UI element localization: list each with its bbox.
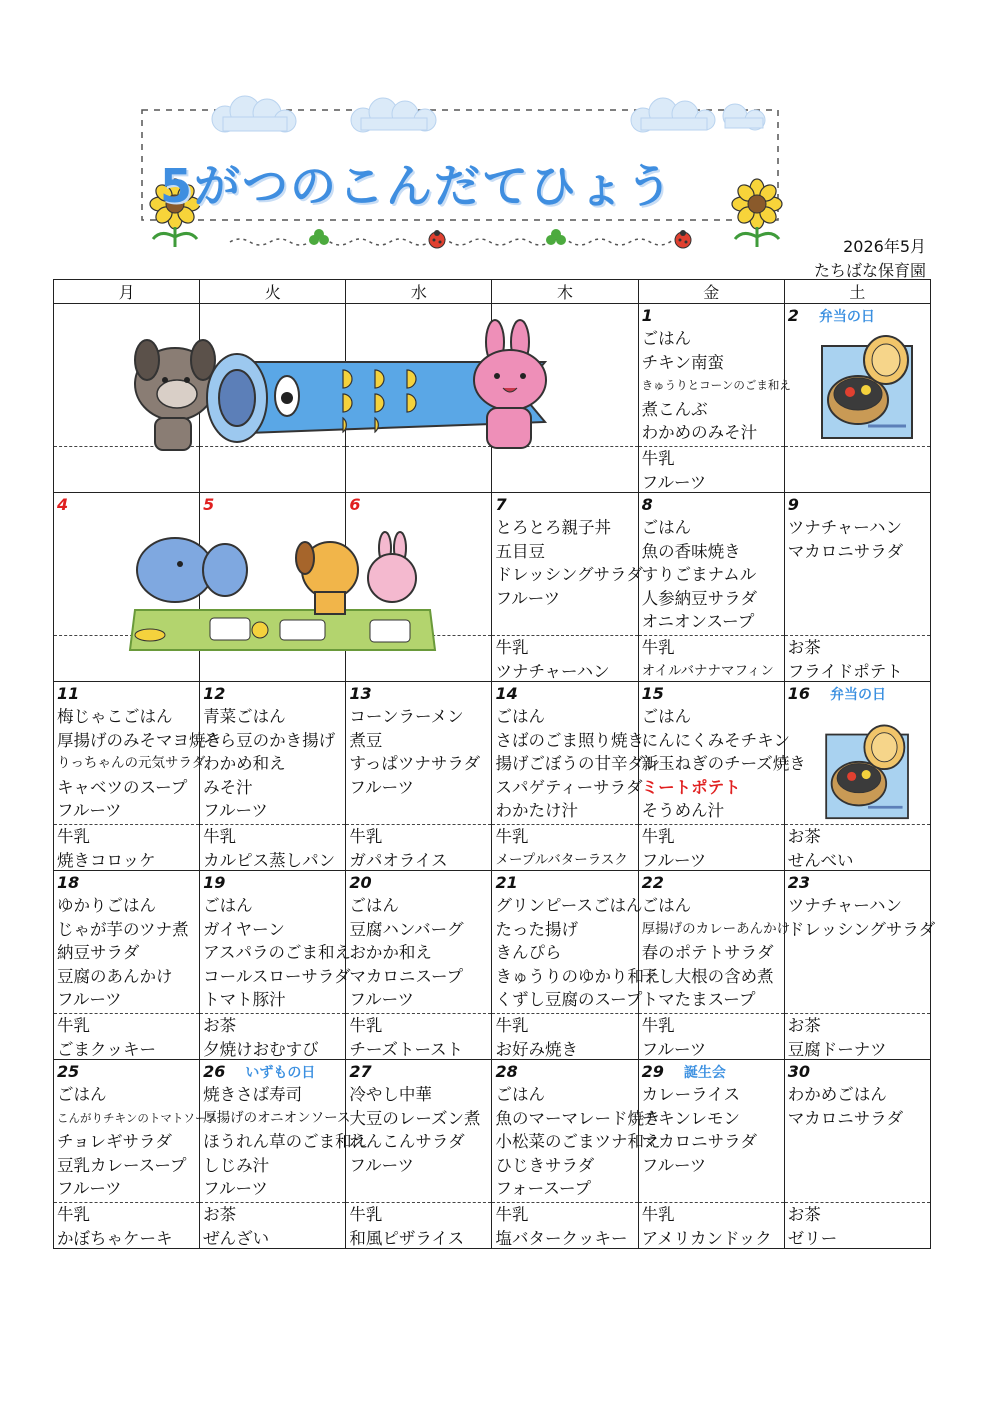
day-cell bbox=[638, 871, 791, 1060]
menu-item: カレーライス bbox=[641, 1085, 740, 1104]
lunch-menu bbox=[639, 1060, 784, 1202]
snack-menu bbox=[346, 1013, 491, 1059]
snack-item: 牛乳 bbox=[495, 1205, 529, 1224]
day-number-text: 26 bbox=[203, 1062, 226, 1081]
menu-item: くずし豆腐のスープ bbox=[495, 990, 643, 1009]
day-number bbox=[349, 494, 488, 516]
menu-item: きんぴら bbox=[495, 943, 562, 962]
snack-menu bbox=[200, 1013, 345, 1059]
day-number bbox=[57, 683, 196, 705]
snack-menu bbox=[639, 824, 784, 870]
day-number bbox=[788, 683, 927, 705]
menu-item: 大豆のレーズン煮 bbox=[349, 1108, 481, 1128]
menu-item: ドレッシングサラダ bbox=[495, 565, 643, 584]
page-title: 5がつのこんだてひょう bbox=[160, 159, 675, 213]
snack-item: 牛乳 bbox=[641, 1205, 675, 1224]
day-number-text: 28 bbox=[495, 1062, 518, 1081]
menu-item: おかか和え bbox=[349, 943, 432, 962]
menu-item: りっちゃんの元気サラダ bbox=[57, 755, 206, 771]
day-number-text: 7 bbox=[495, 495, 507, 514]
snack-item: 牛乳 bbox=[349, 1016, 383, 1035]
day-number bbox=[349, 1061, 488, 1083]
menu-item: 魚の香味焼き bbox=[641, 541, 741, 561]
snack-menu bbox=[639, 635, 784, 681]
menu-item: ほうれん草のごま和え bbox=[203, 1132, 369, 1151]
menu-item: 厚揚げのみそマヨ焼き bbox=[57, 730, 222, 750]
menu-item: 春のポテトサラダ bbox=[641, 943, 774, 962]
snack-menu bbox=[492, 1202, 637, 1248]
snack-menu bbox=[785, 1202, 930, 1248]
cloud-icon bbox=[205, 95, 305, 135]
day-number bbox=[203, 872, 342, 894]
menu-item: オニオンスープ bbox=[641, 612, 755, 631]
day-cell bbox=[54, 871, 200, 1060]
snack-item: せんべい bbox=[787, 850, 854, 870]
day-number-text: 25 bbox=[57, 1062, 80, 1081]
snack-item: お茶 bbox=[787, 1016, 821, 1035]
menu-item: とろとろ親子丼 bbox=[495, 518, 611, 537]
day-cell bbox=[638, 1060, 784, 1249]
snack-item: 牛乳 bbox=[641, 449, 675, 468]
bento-box-icon bbox=[818, 720, 918, 820]
menu-item: チキン南蛮 bbox=[641, 352, 724, 372]
menu-item: 新玉ねぎのチーズ焼き bbox=[641, 754, 806, 773]
day-number-text: 5 bbox=[203, 495, 215, 514]
snack-item: お茶 bbox=[787, 638, 821, 657]
menu-item: マカロニサラダ bbox=[787, 541, 904, 561]
menu-item: ごはん bbox=[495, 707, 545, 726]
day-number bbox=[788, 1061, 927, 1083]
snack-item: お茶 bbox=[787, 1205, 821, 1224]
day-number-text: 15 bbox=[641, 684, 664, 703]
snack-menu bbox=[492, 824, 637, 870]
snack-item: 牛乳 bbox=[349, 827, 383, 846]
day-cell bbox=[784, 493, 930, 682]
day-number bbox=[57, 1061, 196, 1083]
snack-item: 牛乳 bbox=[641, 638, 675, 657]
menu-item: 冷やし中華 bbox=[349, 1085, 432, 1104]
snack-item: 牛乳 bbox=[57, 827, 90, 846]
day-number bbox=[203, 494, 342, 516]
weekday-mon: 月 bbox=[54, 280, 200, 304]
day-number bbox=[788, 494, 927, 516]
snack-item: 牛乳 bbox=[57, 1016, 90, 1035]
day-cell bbox=[638, 493, 784, 682]
lunch-menu bbox=[639, 304, 791, 446]
lunch-menu bbox=[54, 871, 199, 1013]
snack-item: ぜんざい bbox=[203, 1228, 270, 1248]
menu-item: ごはん bbox=[641, 896, 692, 915]
snack-menu bbox=[639, 1013, 784, 1059]
snack-menu bbox=[346, 1202, 491, 1248]
day-cell bbox=[200, 871, 351, 1060]
menu-item: 揚げごぼうの甘辛ダレ bbox=[495, 754, 661, 773]
menu-item: ゆかりごはん bbox=[57, 896, 156, 915]
menu-item: 納豆サラダ bbox=[57, 943, 140, 962]
snack-menu bbox=[54, 1202, 199, 1248]
menu-item: ツナチャーハン bbox=[787, 518, 902, 537]
weekday-sat: 土 bbox=[784, 280, 930, 304]
weekday-tue: 火 bbox=[200, 280, 346, 304]
snack-item: オイルバナナマフィン bbox=[641, 662, 774, 679]
snack-menu bbox=[346, 824, 491, 870]
week-row bbox=[54, 1060, 931, 1249]
weekday-wed: 水 bbox=[346, 280, 492, 304]
snack-item: メープルバターラスク bbox=[495, 851, 628, 868]
snack-item: 牛乳 bbox=[495, 827, 529, 846]
menu-item: ガイヤーン bbox=[203, 919, 285, 939]
snack-item: ごまクッキー bbox=[57, 1039, 156, 1059]
day-number-text: 19 bbox=[203, 873, 226, 892]
day-number-text: 18 bbox=[57, 873, 80, 892]
menu-item: フルーツ bbox=[349, 1155, 414, 1175]
menu-item: わかたけ汁 bbox=[495, 801, 578, 820]
weekday-header-row bbox=[54, 280, 931, 304]
menu-item: ひじきサラダ bbox=[495, 1155, 595, 1175]
menu-item: コーンラーメン bbox=[349, 707, 464, 726]
snack-item: お茶 bbox=[203, 1016, 237, 1035]
snack-item: 豆腐ドーナツ bbox=[787, 1039, 887, 1059]
menu-item: 厚揚げのカレーあんかけ bbox=[641, 920, 791, 937]
lunch-menu bbox=[785, 1060, 930, 1202]
day-number bbox=[203, 1061, 342, 1083]
day-number-text: 11 bbox=[57, 684, 80, 703]
day-number bbox=[642, 305, 781, 327]
menu-item: きゅうりのゆかり和え bbox=[495, 966, 661, 986]
day-number-text: 4 bbox=[57, 495, 69, 514]
menu-item: ごはん bbox=[57, 1085, 107, 1104]
menu-item: ミートポテト bbox=[641, 777, 741, 797]
day-number bbox=[788, 872, 927, 894]
lunch-menu bbox=[346, 1060, 491, 1202]
menu-item: スパゲティーサラダ bbox=[495, 777, 643, 797]
menu-item: 魚のマーマレード焼き bbox=[495, 1108, 661, 1128]
menu-date: 2026年5月 bbox=[843, 237, 926, 256]
lunch-menu bbox=[346, 682, 491, 824]
ladybug-icon bbox=[426, 229, 448, 249]
weekday-thu: 木 bbox=[492, 280, 638, 304]
menu-item: フルーツ bbox=[641, 1155, 707, 1175]
snack-menu bbox=[639, 1202, 784, 1248]
menu-item: マカロニスープ bbox=[349, 966, 464, 986]
school-name: たちばな保育園 bbox=[813, 261, 926, 280]
day-number bbox=[349, 683, 488, 705]
menu-item: 豆乳カレースープ bbox=[57, 1155, 187, 1175]
menu-item: みそ汁 bbox=[203, 777, 253, 797]
snack-menu bbox=[492, 1013, 637, 1059]
menu-item: わかめ和え bbox=[203, 754, 286, 773]
snack-item: 和風ピザライス bbox=[349, 1228, 465, 1248]
snack-item: フライドポテト bbox=[787, 661, 903, 681]
week-row bbox=[54, 682, 931, 871]
day-number-text: 12 bbox=[203, 684, 226, 703]
menu-item: 煮こんぶ bbox=[641, 399, 708, 419]
snack-menu bbox=[492, 635, 637, 681]
menu-item: トマたまスープ bbox=[641, 990, 756, 1009]
snack-item: アメリカンドック bbox=[641, 1228, 772, 1248]
snack-menu bbox=[785, 1013, 930, 1059]
day-number-text: 29 bbox=[641, 1062, 664, 1081]
day-number bbox=[495, 1061, 634, 1083]
day-cell bbox=[346, 871, 492, 1060]
menu-item: フルーツ bbox=[349, 777, 414, 797]
menu-item: きゅうりとコーンのごま和え bbox=[641, 378, 791, 392]
menu-item: チョレギサラダ bbox=[57, 1132, 172, 1151]
day-cell bbox=[346, 682, 492, 871]
cloud-icon bbox=[345, 98, 445, 134]
snack-item: お茶 bbox=[787, 827, 821, 846]
cloud-icon bbox=[625, 96, 775, 136]
event-label: いずもの日 bbox=[245, 1065, 316, 1081]
day-number bbox=[788, 305, 927, 327]
ladybug-icon bbox=[672, 229, 694, 249]
snack-menu bbox=[785, 635, 930, 681]
menu-item: ごはん bbox=[641, 707, 692, 726]
day-cell bbox=[784, 871, 936, 1060]
menu-item: 人参納豆サラダ bbox=[641, 588, 757, 608]
day-number-text: 8 bbox=[641, 495, 653, 514]
menu-item: れんこんサラダ bbox=[349, 1132, 465, 1151]
snack-item: 牛乳 bbox=[349, 1205, 383, 1224]
menu-item: すりごまナムル bbox=[641, 565, 757, 584]
snack-item: 牛乳 bbox=[495, 638, 529, 657]
week-row bbox=[54, 871, 931, 1060]
day-number bbox=[642, 494, 781, 516]
menu-item: 豆腐ハンバーグ bbox=[349, 919, 464, 939]
snack-item: 牛乳 bbox=[203, 827, 237, 846]
day-number-text: 1 bbox=[641, 306, 653, 325]
snack-item: お茶 bbox=[203, 1205, 237, 1224]
day-number-text: 27 bbox=[349, 1062, 372, 1081]
snack-item: フルーツ bbox=[641, 1039, 707, 1059]
day-number bbox=[642, 1061, 781, 1083]
day-cell bbox=[492, 493, 643, 682]
menu-item: そうめん汁 bbox=[641, 801, 725, 820]
day-cell bbox=[200, 682, 346, 871]
snack-item: かぼちゃケーキ bbox=[57, 1228, 173, 1248]
snack-item: 塩バタークッキー bbox=[495, 1228, 628, 1248]
menu-item: ツナチャーハン bbox=[787, 896, 902, 915]
snack-menu bbox=[54, 1013, 199, 1059]
menu-item: さばのごま照り焼き bbox=[495, 730, 644, 750]
lunch-menu bbox=[639, 493, 784, 635]
snack-item: ゼリー bbox=[787, 1228, 838, 1248]
day-cell bbox=[346, 1060, 492, 1249]
snack-item: お好み焼き bbox=[495, 1039, 578, 1059]
day-number bbox=[495, 494, 634, 516]
menu-item: すっぱツナサラダ bbox=[349, 754, 481, 773]
day-number-text: 6 bbox=[349, 495, 361, 514]
menu-item: マカロニサラダ bbox=[787, 1108, 904, 1128]
day-number bbox=[642, 683, 781, 705]
menu-item: キャベツのスープ bbox=[57, 777, 188, 797]
menu-item: そら豆のかき揚げ bbox=[203, 730, 336, 750]
menu-item: ドレッシングサラダ bbox=[787, 919, 936, 939]
snack-item: 夕焼けおむすび bbox=[203, 1039, 319, 1059]
day-number bbox=[349, 872, 488, 894]
menu-item: フルーツ bbox=[203, 1179, 268, 1198]
snack-menu bbox=[785, 446, 930, 492]
day-number-text: 22 bbox=[641, 873, 664, 892]
day-number bbox=[57, 494, 196, 516]
snack-item: フルーツ bbox=[641, 472, 707, 492]
day-number bbox=[642, 872, 781, 894]
clover-icon bbox=[545, 228, 567, 250]
menu-item: 豆腐のあんかけ bbox=[57, 966, 173, 986]
menu-item: アスパラのごま和え bbox=[203, 943, 351, 962]
bento-box-icon bbox=[818, 330, 918, 440]
day-number-text: 9 bbox=[787, 495, 799, 514]
menu-item: 煮豆 bbox=[349, 730, 383, 750]
snack-menu bbox=[54, 824, 199, 870]
snack-item: 牛乳 bbox=[641, 1016, 675, 1035]
menu-item: ごはん bbox=[641, 329, 692, 348]
lunch-menu bbox=[492, 493, 643, 635]
menu-item: 焼きさば寿司 bbox=[203, 1085, 303, 1104]
day-number-text: 16 bbox=[787, 684, 811, 703]
menu-item: マカロニサラダ bbox=[641, 1132, 757, 1151]
day-number-text: 13 bbox=[349, 684, 372, 703]
menu-item: フルーツ bbox=[57, 1179, 122, 1198]
event-label: 弁当の日 bbox=[818, 309, 875, 325]
day-cell bbox=[638, 304, 791, 493]
day-number bbox=[203, 683, 342, 705]
day-number-text: 20 bbox=[349, 873, 372, 892]
snack-item: 牛乳 bbox=[495, 1016, 529, 1035]
menu-item: ごはん bbox=[495, 1085, 545, 1104]
day-number-text: 14 bbox=[495, 684, 518, 703]
clover-icon bbox=[308, 228, 330, 250]
lunch-menu bbox=[200, 682, 345, 824]
menu-item: 五目豆 bbox=[495, 541, 545, 561]
menu-item: にんにくみそチキン bbox=[641, 730, 790, 750]
lunch-menu bbox=[639, 871, 791, 1013]
snack-item: 焼きコロッケ bbox=[57, 850, 156, 870]
menu-item: チキンレモン bbox=[641, 1108, 741, 1128]
menu-item: フルーツ bbox=[57, 801, 122, 820]
menu-item: コールスローサラダ bbox=[203, 966, 351, 986]
picnic-illustration bbox=[130, 530, 440, 655]
snack-item: カルピス蒸しパン bbox=[203, 850, 336, 870]
lunch-menu bbox=[346, 871, 491, 1013]
menu-item: 梅じゃこごはん bbox=[57, 707, 173, 726]
menu-item: 小松菜のごまツナ和え bbox=[495, 1132, 661, 1151]
menu-item: フォースープ bbox=[495, 1179, 592, 1198]
event-label: 弁当の日 bbox=[830, 687, 887, 703]
snack-menu bbox=[200, 1202, 345, 1248]
menu-item: ごはん bbox=[641, 518, 692, 537]
snack-item: ツナチャーハン bbox=[495, 661, 610, 681]
day-number bbox=[495, 683, 634, 705]
koinobori-illustration bbox=[125, 322, 625, 457]
snack-item: フルーツ bbox=[641, 850, 707, 870]
day-number-text: 30 bbox=[787, 1062, 811, 1081]
snack-item: 牛乳 bbox=[57, 1205, 90, 1224]
snack-item: ガパオライス bbox=[349, 850, 448, 870]
menu-item: 厚揚げのオニオンソース bbox=[203, 1109, 351, 1126]
menu-item: フルーツ bbox=[349, 990, 414, 1009]
menu-item: ごはん bbox=[349, 896, 399, 915]
day-number bbox=[57, 872, 196, 894]
day-number-text: 21 bbox=[495, 873, 518, 892]
menu-item: じゃが芋のツナ煮 bbox=[57, 919, 189, 939]
weekday-fri: 金 bbox=[638, 280, 784, 304]
menu-item: フルーツ bbox=[203, 801, 268, 820]
menu-item: グリンピースごはん bbox=[495, 896, 643, 915]
menu-item: わかめのみそ汁 bbox=[641, 423, 758, 442]
day-number-text: 2 bbox=[787, 306, 799, 325]
menu-item: フルーツ bbox=[495, 588, 561, 608]
event-label: 誕生会 bbox=[683, 1065, 726, 1081]
lunch-menu bbox=[785, 493, 930, 635]
menu-item: わかめごはん bbox=[787, 1085, 887, 1104]
snack-menu bbox=[639, 446, 784, 492]
menu-item: しじみ汁 bbox=[203, 1155, 270, 1175]
snack-menu bbox=[200, 824, 345, 870]
menu-item: たった揚げ bbox=[495, 919, 578, 939]
snack-menu bbox=[785, 824, 930, 870]
day-number-text: 23 bbox=[787, 873, 811, 892]
lunch-menu bbox=[200, 871, 351, 1013]
lunch-menu bbox=[785, 871, 936, 1013]
menu-item: こんがりチキンのトマトソース bbox=[57, 1110, 218, 1125]
menu-item: フルーツ bbox=[57, 990, 122, 1009]
menu-item: 干し大根の含め煮 bbox=[641, 966, 774, 986]
menu-item: 青菜ごはん bbox=[203, 707, 286, 726]
snack-item: 牛乳 bbox=[641, 827, 675, 846]
day-cell bbox=[784, 1060, 930, 1249]
day-number bbox=[495, 872, 634, 894]
menu-item: ごはん bbox=[203, 896, 253, 915]
menu-item: トマト豚汁 bbox=[203, 990, 286, 1009]
snack-item: チーズトースト bbox=[349, 1039, 464, 1059]
